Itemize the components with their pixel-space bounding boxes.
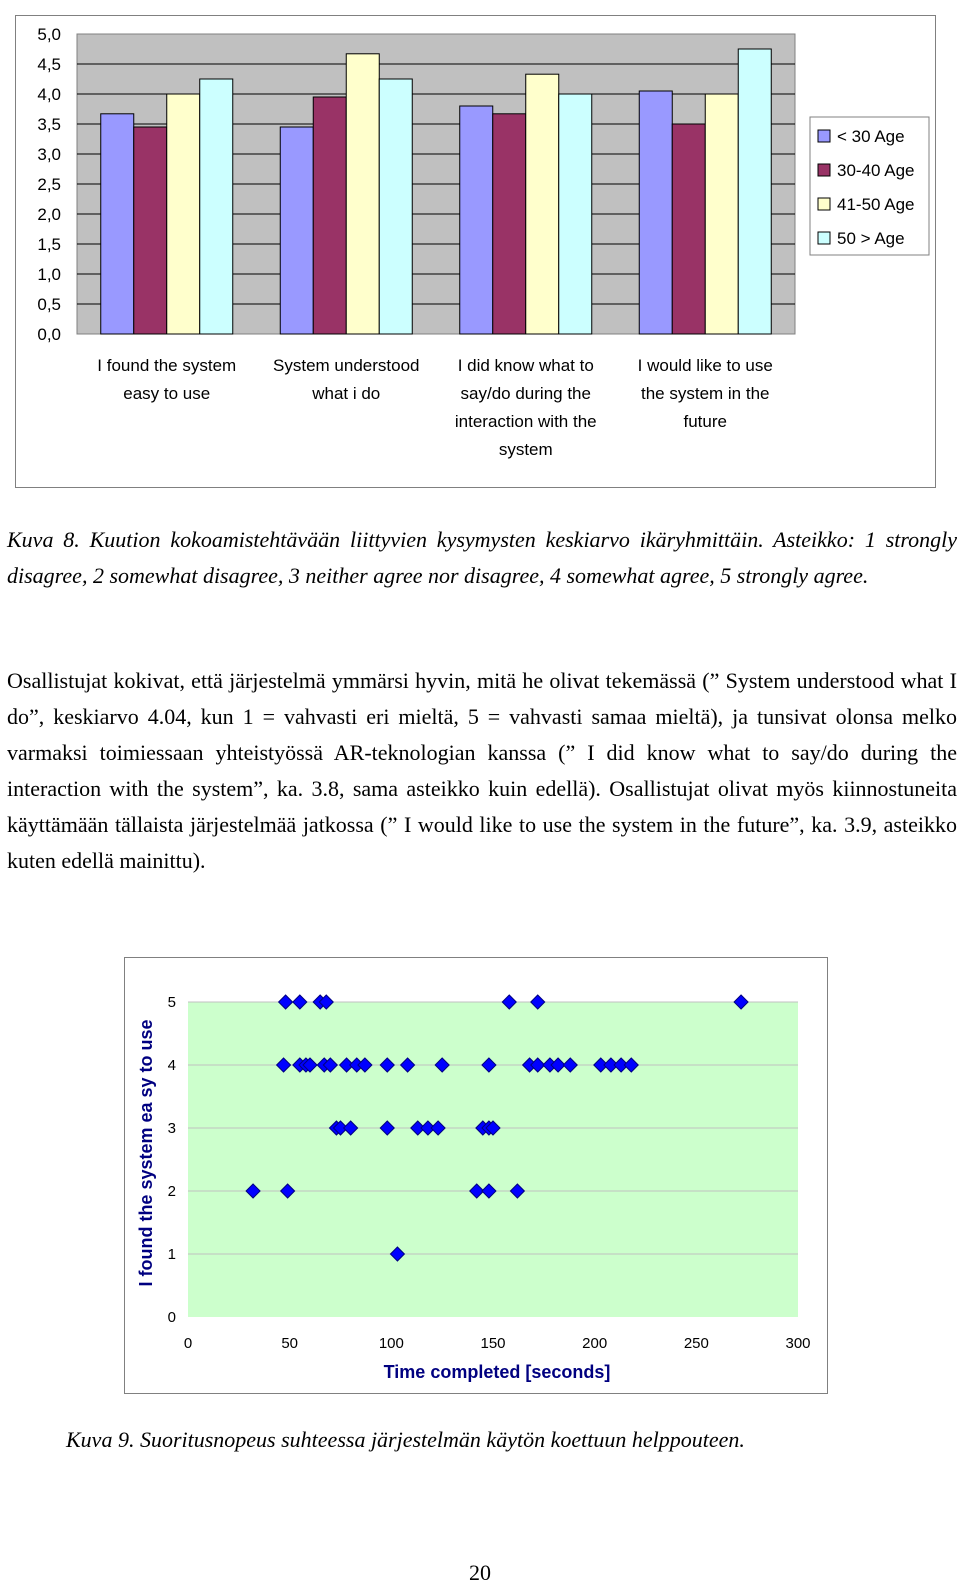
bar-y-tick-label: 1,5	[37, 235, 61, 254]
bar-legend-swatch	[818, 130, 830, 142]
bar-y-tick-label: 2,5	[37, 175, 61, 194]
scatter-y-tick-label: 0	[167, 1309, 176, 1326]
bar	[200, 79, 233, 334]
scatter-x-tick-label: 100	[378, 1335, 404, 1352]
scatter-y-tick-label: 5	[167, 994, 176, 1011]
figure-9-caption: Kuva 9. Suoritusnopeus suhteessa järjestelmän käytön koettuun helppouteen.	[66, 1427, 745, 1452]
bar-legend-label: < 30 Age	[837, 127, 905, 146]
bar-legend	[810, 117, 929, 255]
scatter-plot-area	[188, 1002, 798, 1317]
bar	[379, 79, 412, 334]
scatter-x-tick-label: 200	[582, 1335, 608, 1352]
scatter-x-tick-label: 150	[480, 1335, 506, 1352]
bar-y-tick-label: 0,0	[37, 325, 61, 344]
scatter-y-tick-label: 1	[167, 1246, 176, 1263]
bar	[639, 91, 672, 334]
bar-legend-swatch	[818, 164, 830, 176]
bar-category-label: I found the system easy to use	[97, 356, 237, 403]
scatter-y-tick-label: 4	[167, 1057, 176, 1074]
bar-legend-swatch	[818, 232, 830, 244]
scatter-x-tick-label: 50	[281, 1335, 299, 1352]
scatter-chart-figure	[124, 957, 828, 1394]
bar-legend-label: 30-40 Age	[837, 161, 915, 180]
bar	[167, 94, 200, 334]
bar	[313, 97, 346, 334]
body-paragraph: Osallistujat kokivat, että järjestelmä ymmärsi hyvin, mitä he olivat tekemässä (” System understood what I do”, keskiarvo 4.04, kun 1 = vahvasti eri mieltä, 5 = vahvasti samaa mieltä), ja tunsivat olonsa melko varmaksi toimiessaan yhteistyössä AR-teknologian kanssa (” I did know what to say/do during the interaction with the system”, ka. 3.8, sama asteikko kuin edellä). Osallistujat olivat myös kiinnostuneita käyttämään tällaista järjestelmää jatkossa (” I would like to use the system in the future”, ka. 3.9, asteikko kuten edellä mainittu).	[7, 668, 957, 873]
bar	[101, 114, 134, 334]
page-number: 20	[469, 1560, 491, 1585]
bar	[280, 127, 313, 334]
bar	[738, 49, 771, 334]
scatter-x-tick-label: 300	[785, 1335, 811, 1352]
bar-category-label: I did know what to say/do during the interaction with the system	[454, 356, 597, 459]
x-axis-label: Time completed [seconds]	[383, 1362, 611, 1382]
bar-legend-label: 41-50 Age	[837, 195, 915, 214]
bar	[460, 106, 493, 334]
bar	[134, 127, 167, 334]
bar-y-tick-label: 4,5	[37, 55, 61, 74]
bar	[493, 114, 526, 334]
bar-y-tick-label: 2,0	[37, 205, 61, 224]
bar-y-tick-label: 1,0	[37, 265, 61, 284]
bar-category-label: System understood what i do	[273, 356, 420, 403]
bar-y-tick-label: 4,0	[37, 85, 61, 104]
bar-y-tick-label: 3,5	[37, 115, 61, 134]
bar-legend-swatch	[818, 198, 830, 210]
bar-y-tick-label: 3,0	[37, 145, 61, 164]
scatter-x-tick-label: 0	[183, 1335, 193, 1352]
scatter-y-tick-label: 3	[167, 1120, 176, 1137]
scatter-x-tick-label: 250	[683, 1335, 709, 1352]
bar-y-tick-label: 5,0	[37, 25, 61, 44]
y-axis-label: I found the system ea sy to use	[136, 1019, 156, 1287]
bar	[526, 74, 559, 334]
bar	[705, 94, 738, 334]
bar	[346, 54, 379, 334]
bar	[672, 124, 705, 334]
bar-y-tick-label: 0,5	[37, 295, 61, 314]
bar	[559, 94, 592, 334]
figure-8-caption: Kuva 8. Kuution kokoamistehtävään liittyvien kysymysten keskiarvo ikäryhmittäin. Asteikko: 1 strongly disagree, 2 somewhat disagree, 3 neither agree nor disagree, 4 somewhat agree, 5 strongly agree.	[7, 527, 957, 588]
bar-chart-figure	[15, 15, 936, 488]
bar-legend-label: 50 > Age	[837, 229, 905, 248]
bar-category-label: I would like to use the system in the future	[637, 356, 773, 431]
scatter-y-tick-label: 2	[167, 1183, 176, 1200]
